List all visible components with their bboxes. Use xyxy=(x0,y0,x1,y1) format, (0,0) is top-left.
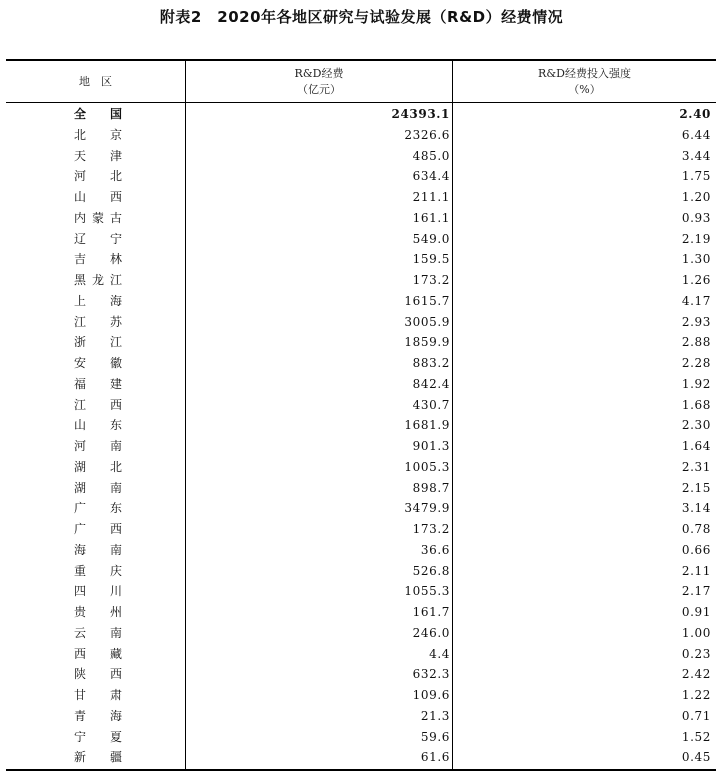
expense-value: 36.6 xyxy=(420,542,450,557)
region-name: 河北 xyxy=(74,169,122,184)
expense-value: 883.2 xyxy=(412,356,450,370)
table-top-rule xyxy=(6,59,716,61)
header-expense xyxy=(186,66,452,98)
intensity-value: 2.17 xyxy=(681,584,711,599)
table-row xyxy=(6,146,716,167)
header-bottom-rule xyxy=(6,102,716,103)
table-row xyxy=(6,229,716,250)
table-row xyxy=(6,540,716,561)
region-name: 天津 xyxy=(74,148,122,163)
intensity-value: 1.26 xyxy=(681,273,711,287)
expense-value: 4.4 xyxy=(429,646,450,661)
table-row xyxy=(6,664,716,685)
expense-value: 24393.1 xyxy=(391,107,450,121)
intensity-value: 0.66 xyxy=(681,542,711,557)
table-row xyxy=(6,332,716,353)
expense-value: 3005.9 xyxy=(404,314,450,329)
table-row-total xyxy=(6,104,716,125)
intensity-value: 0.91 xyxy=(681,605,711,619)
intensity-value: 2.30 xyxy=(681,418,711,433)
expense-value: 159.5 xyxy=(412,252,450,267)
region-name: 海南 xyxy=(74,542,122,557)
intensity-value: 1.64 xyxy=(681,439,711,453)
intensity-value: 1.00 xyxy=(681,625,711,640)
intensity-value: 2.40 xyxy=(679,107,711,121)
header-expense-label: R&D经费 xyxy=(294,67,344,80)
table-row xyxy=(6,374,716,395)
region-name: 重庆 xyxy=(74,563,122,578)
intensity-value: 1.75 xyxy=(681,169,711,184)
region-name: 江苏 xyxy=(74,314,122,329)
intensity-value: 2.11 xyxy=(681,563,711,578)
region-name: 黑龙江 xyxy=(74,273,122,287)
expense-value: 161.1 xyxy=(412,210,450,225)
expense-value: 3479.9 xyxy=(404,501,450,516)
region-name: 辽宁 xyxy=(74,231,122,246)
table-row xyxy=(6,312,716,333)
intensity-value: 1.52 xyxy=(681,729,711,744)
region-name: 贵州 xyxy=(74,605,122,619)
expense-value: 485.0 xyxy=(412,148,450,163)
region-name: 山东 xyxy=(74,418,122,433)
region-name: 青海 xyxy=(74,708,122,723)
intensity-value: 0.23 xyxy=(681,646,711,661)
expense-value: 634.4 xyxy=(412,169,450,184)
table-row xyxy=(6,249,716,270)
intensity-value: 1.22 xyxy=(681,688,711,702)
table-row xyxy=(6,291,716,312)
expense-value: 526.8 xyxy=(412,563,450,578)
region-name: 四川 xyxy=(74,584,122,599)
table-row xyxy=(6,727,716,748)
region-name: 北京 xyxy=(74,127,122,142)
intensity-value: 0.45 xyxy=(681,750,711,765)
intensity-value: 2.42 xyxy=(681,667,711,682)
intensity-value: 0.93 xyxy=(681,210,711,225)
intensity-value: 1.20 xyxy=(681,190,711,204)
expense-value: 1681.9 xyxy=(404,418,450,433)
table-row xyxy=(6,457,716,478)
table-row xyxy=(6,353,716,374)
table-row xyxy=(6,602,716,623)
intensity-value: 2.88 xyxy=(681,335,711,350)
region-name: 山西 xyxy=(74,190,122,204)
intensity-value: 1.68 xyxy=(681,397,711,412)
region-name: 湖南 xyxy=(74,480,122,495)
table-row xyxy=(6,581,716,602)
header-region xyxy=(6,74,185,90)
expense-value: 632.3 xyxy=(412,667,450,682)
table-body xyxy=(6,104,716,768)
header-intensity xyxy=(453,66,716,98)
region-name: 甘肃 xyxy=(74,688,122,702)
intensity-value: 3.14 xyxy=(681,501,711,516)
table-row xyxy=(6,519,716,540)
header-intensity-unit: （%） xyxy=(568,83,601,96)
table-row xyxy=(6,395,716,416)
table-bottom-rule xyxy=(6,769,716,771)
expense-value: 901.3 xyxy=(412,439,450,453)
region-name: 吉林 xyxy=(74,252,122,267)
expense-value: 1055.3 xyxy=(404,584,450,599)
table-row xyxy=(6,706,716,727)
table-row xyxy=(6,478,716,499)
header-expense-unit: （亿元） xyxy=(297,83,341,96)
intensity-value: 2.19 xyxy=(681,231,711,246)
intensity-value: 2.28 xyxy=(681,356,711,370)
intensity-value: 1.92 xyxy=(681,376,711,391)
table-row xyxy=(6,644,716,665)
expense-value: 1859.9 xyxy=(404,335,450,350)
intensity-value: 2.31 xyxy=(681,459,711,474)
region-name: 西藏 xyxy=(74,646,122,661)
expense-value: 21.3 xyxy=(420,708,450,723)
expense-value: 549.0 xyxy=(412,231,450,246)
intensity-value: 0.71 xyxy=(681,708,711,723)
expense-value: 1615.7 xyxy=(404,293,450,308)
table-row xyxy=(6,166,716,187)
table-row xyxy=(6,623,716,644)
region-name: 广东 xyxy=(74,501,122,516)
region-name: 安徽 xyxy=(74,356,122,370)
region-name: 福建 xyxy=(74,376,122,391)
table-row xyxy=(6,208,716,229)
table-row xyxy=(6,436,716,457)
expense-value: 1005.3 xyxy=(404,459,450,474)
region-name: 陕西 xyxy=(74,667,122,682)
region-name: 浙江 xyxy=(74,335,122,350)
expense-value: 430.7 xyxy=(412,397,450,412)
expense-value: 61.6 xyxy=(420,750,450,765)
region-name: 江西 xyxy=(74,397,122,412)
intensity-value: 4.17 xyxy=(681,293,711,308)
region-name: 上海 xyxy=(74,293,122,308)
region-name: 云南 xyxy=(74,625,122,640)
expense-value: 898.7 xyxy=(412,480,450,495)
table-row xyxy=(6,415,716,436)
intensity-value: 1.30 xyxy=(681,252,711,267)
region-name: 新疆 xyxy=(74,750,122,765)
region-name: 湖北 xyxy=(74,459,122,474)
expense-value: 842.4 xyxy=(412,376,450,391)
intensity-value: 2.15 xyxy=(681,480,711,495)
header-intensity-label: R&D经费投入强度 xyxy=(538,67,631,80)
intensity-value: 6.44 xyxy=(681,127,711,142)
table-row xyxy=(6,685,716,706)
expense-value: 173.2 xyxy=(412,522,450,536)
intensity-value: 0.78 xyxy=(681,522,711,536)
expense-value: 109.6 xyxy=(412,688,450,702)
expense-value: 59.6 xyxy=(420,729,450,744)
expense-value: 246.0 xyxy=(412,625,450,640)
table-row xyxy=(6,125,716,146)
table-row xyxy=(6,561,716,582)
expense-value: 2326.6 xyxy=(404,127,450,142)
table-row xyxy=(6,498,716,519)
table-row xyxy=(6,270,716,291)
table-title: 附表2 2020年各地区研究与试验发展（R&D）经费情况 xyxy=(159,8,564,26)
intensity-value: 2.93 xyxy=(681,314,711,329)
table-row xyxy=(6,187,716,208)
table-row xyxy=(6,747,716,768)
expense-value: 173.2 xyxy=(412,273,450,287)
intensity-value: 3.44 xyxy=(681,148,711,163)
region-name: 全国 xyxy=(74,107,122,121)
region-name: 河南 xyxy=(74,439,122,453)
region-name: 内蒙古 xyxy=(74,210,122,225)
header-region-label: 地 区 xyxy=(79,75,112,88)
region-name: 宁夏 xyxy=(74,729,122,744)
expense-value: 211.1 xyxy=(412,190,450,204)
region-name: 广西 xyxy=(74,522,122,536)
expense-value: 161.7 xyxy=(412,605,450,619)
